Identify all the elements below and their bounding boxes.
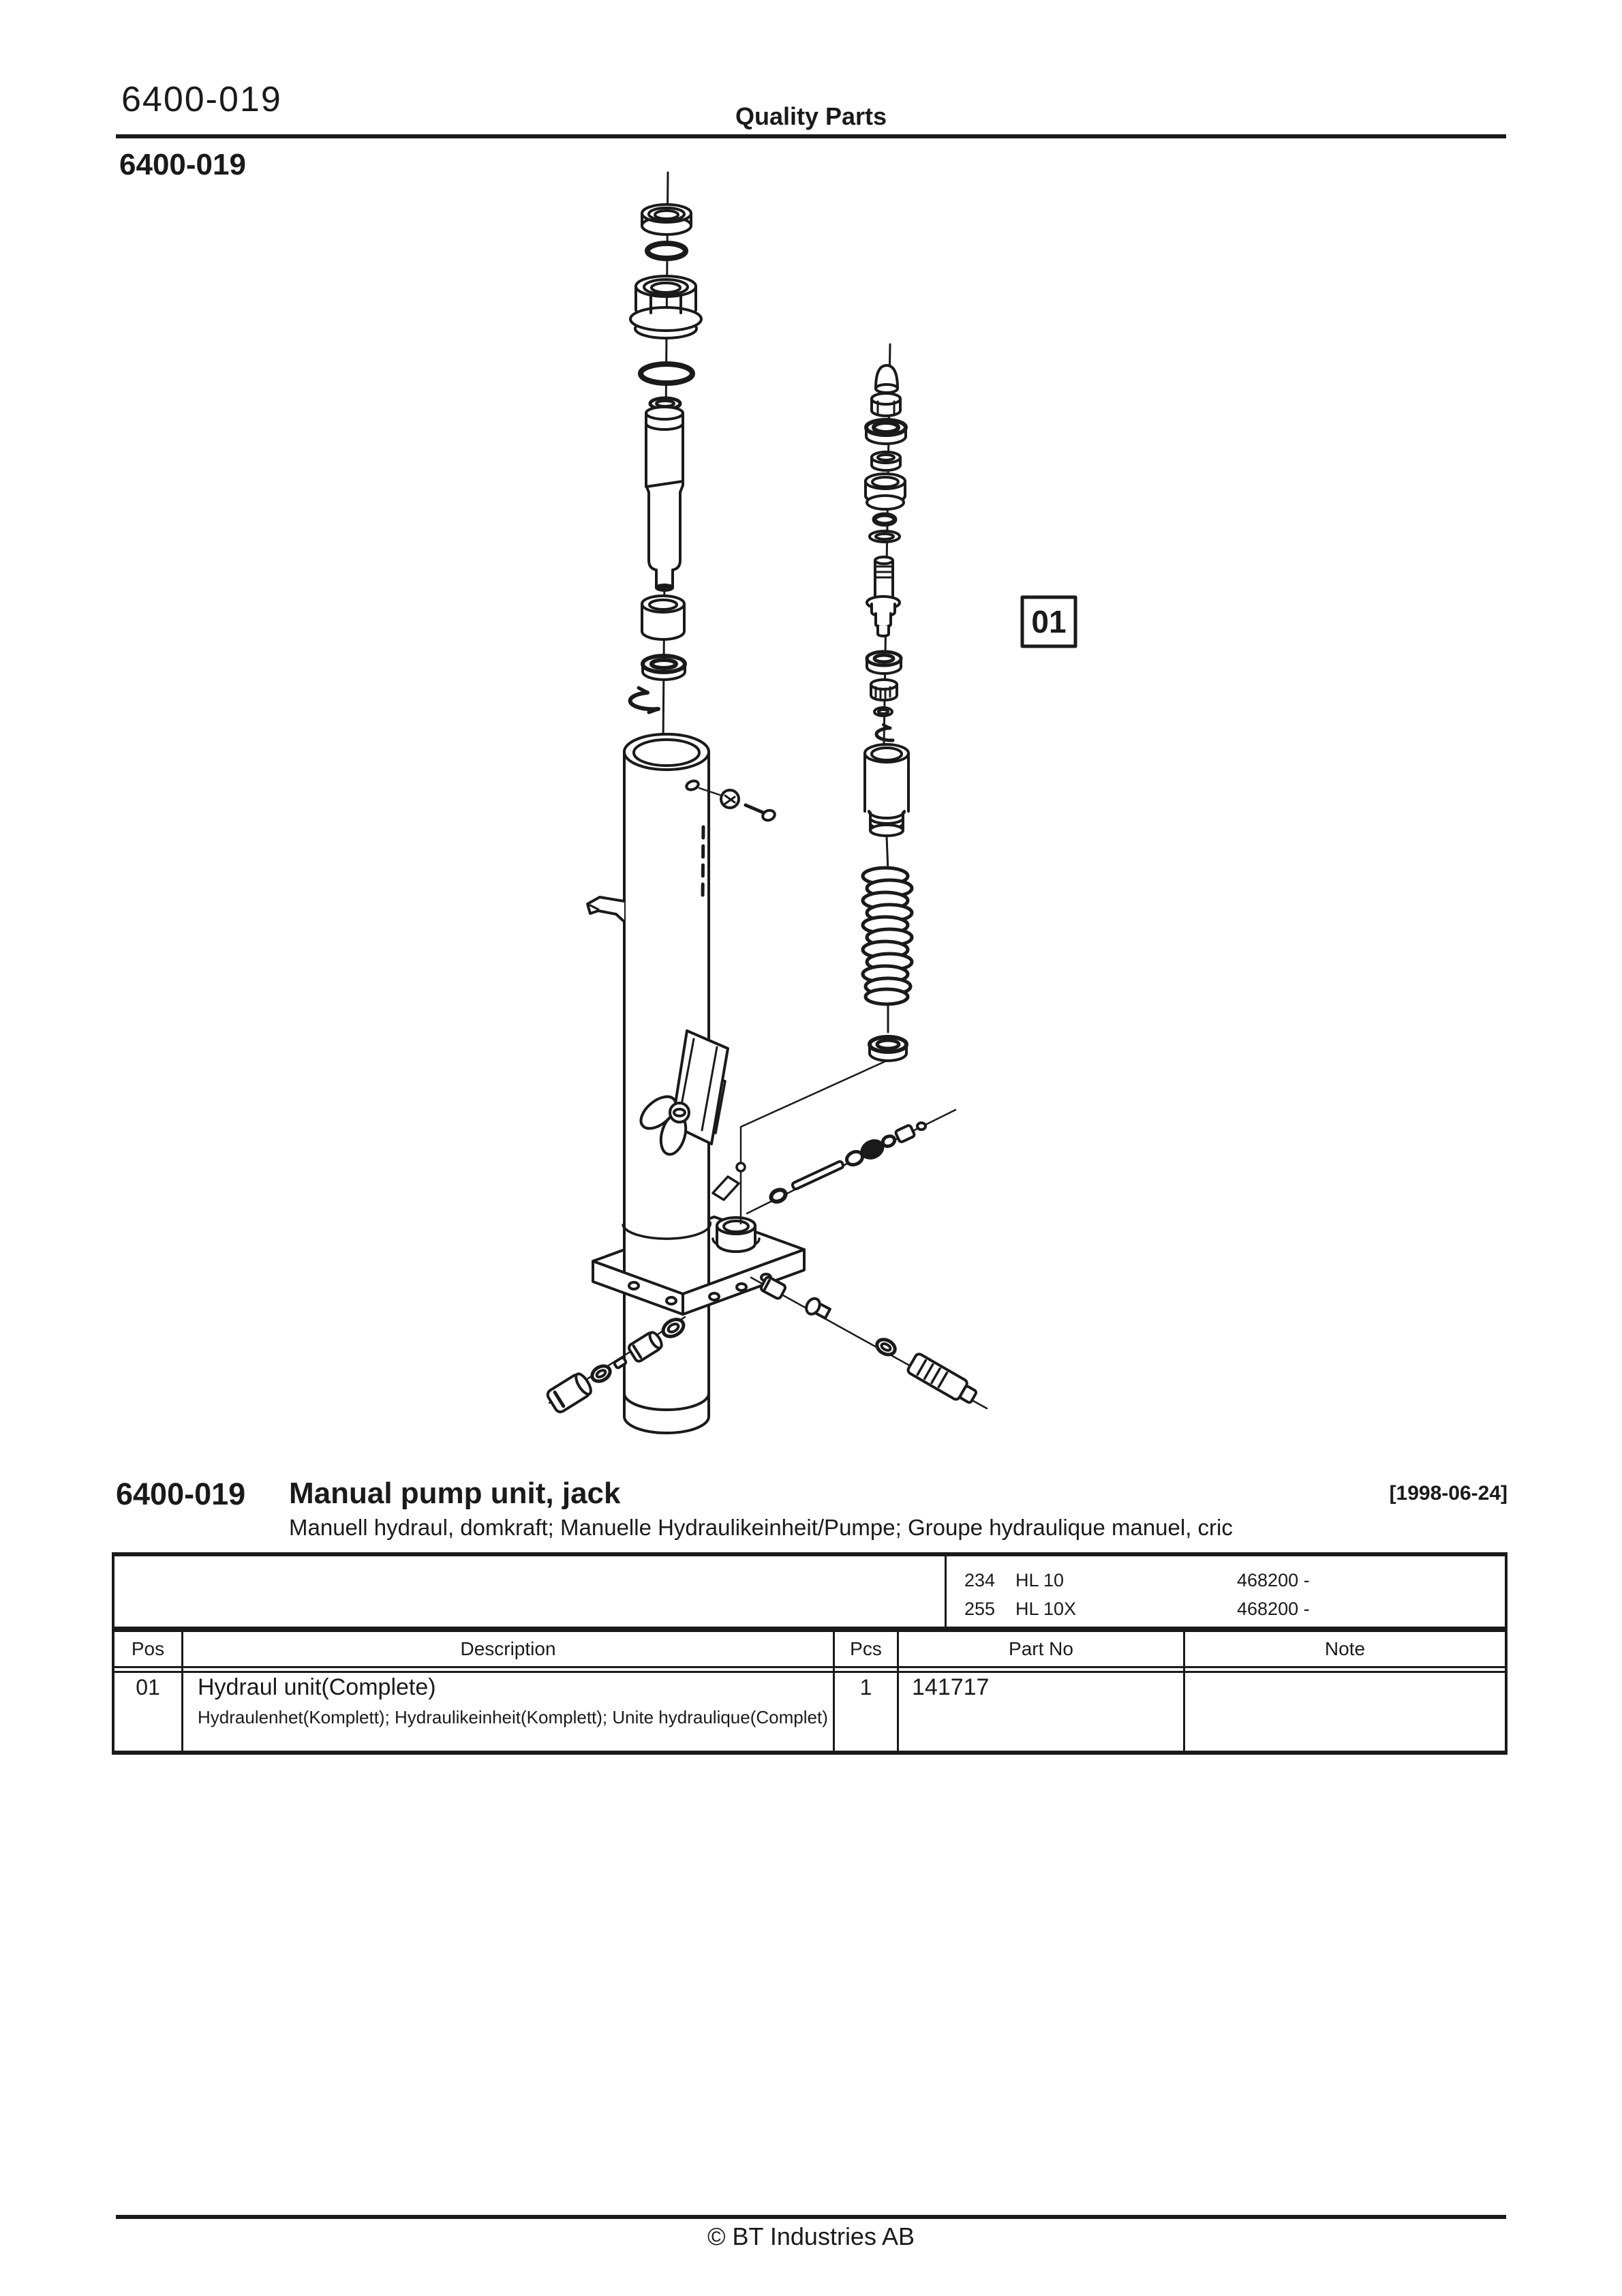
title-section-number: 6400-019 (116, 1477, 246, 1511)
leader-lines (713, 1061, 887, 1224)
footer-rule (116, 2215, 1506, 2219)
poppet-drawing (876, 365, 898, 393)
header-title: Quality Parts (735, 102, 887, 130)
model-serial: 468200 - (1237, 1570, 1310, 1590)
table-border-top (112, 1552, 1508, 1556)
hook-bracket-drawing (587, 897, 624, 922)
part-callout-box (1022, 597, 1075, 646)
section-number: 6400-019 (119, 148, 246, 181)
col-header-pos: Pos (131, 1638, 165, 1659)
model-serial: 468200 - (1237, 1599, 1310, 1619)
page-title: Manual pump unit, jack (289, 1477, 621, 1510)
col-header-description: Description (460, 1638, 556, 1659)
col-header-partno: Part No (1009, 1638, 1073, 1659)
retaining-clip-drawing (630, 688, 658, 712)
col-header-pcs: Pcs (850, 1638, 882, 1659)
hex-nut-drawing (872, 393, 900, 416)
table-separator-heavy (112, 1627, 1508, 1632)
model-name: HL 10 (1015, 1570, 1065, 1590)
parts-table (112, 1552, 1508, 1755)
model-code: 255 (964, 1599, 996, 1619)
model-row-divider (945, 1556, 947, 1627)
o-ring-top-drawing (647, 243, 686, 258)
part-callout-label: 01 (1031, 604, 1067, 639)
table-border-right (1505, 1552, 1508, 1755)
row-description-alt: Hydraulenhet(Komplett); Hydraulikeinheit(Komplett); Unite hydraulique(Complet) (198, 1707, 828, 1727)
sleeve-drawing (865, 744, 908, 836)
row-description: Hydraul unit(Complete) (198, 1674, 436, 1700)
col-header-note: Note (1324, 1638, 1366, 1659)
model-code: 234 (964, 1570, 996, 1590)
plate-boss-drawing (713, 1218, 759, 1252)
row-pcs: 1 (859, 1675, 872, 1700)
table-double-line-a (112, 1666, 1508, 1668)
table-double-line-b (112, 1671, 1508, 1673)
washer-stack-drawing (866, 420, 906, 542)
valve-train-drawing (747, 1110, 955, 1213)
spring-end-ring-drawing (870, 1037, 906, 1061)
gland-nut-drawing (630, 276, 701, 338)
o-ring-large-drawing (641, 364, 692, 383)
doc-number: 6400-019 (121, 80, 282, 119)
table-border-bottom (112, 1751, 1508, 1755)
right-bolt-train-drawing (751, 1276, 987, 1408)
revision-date: [1998-06-24] (1389, 1482, 1508, 1505)
bearing-washer-drawing (643, 656, 685, 680)
footer-copyright: © BT Industries AB (707, 2222, 915, 2250)
page-subtitle: Manuell hydraul, domkraft; Manuelle Hydraulikeinheit/Pumpe; Groupe hydraulique manuel, cric (289, 1515, 1233, 1540)
row-pos: 01 (136, 1675, 160, 1700)
valve-spool-drawing (867, 557, 900, 636)
spring-drawing (863, 868, 912, 1004)
model-name: HL 10X (1015, 1599, 1077, 1619)
piston-rod-drawing (646, 407, 683, 590)
piston-cup-drawing (642, 596, 684, 639)
row-partno: 141717 (912, 1674, 990, 1700)
cap-seal-drawing (642, 205, 691, 235)
